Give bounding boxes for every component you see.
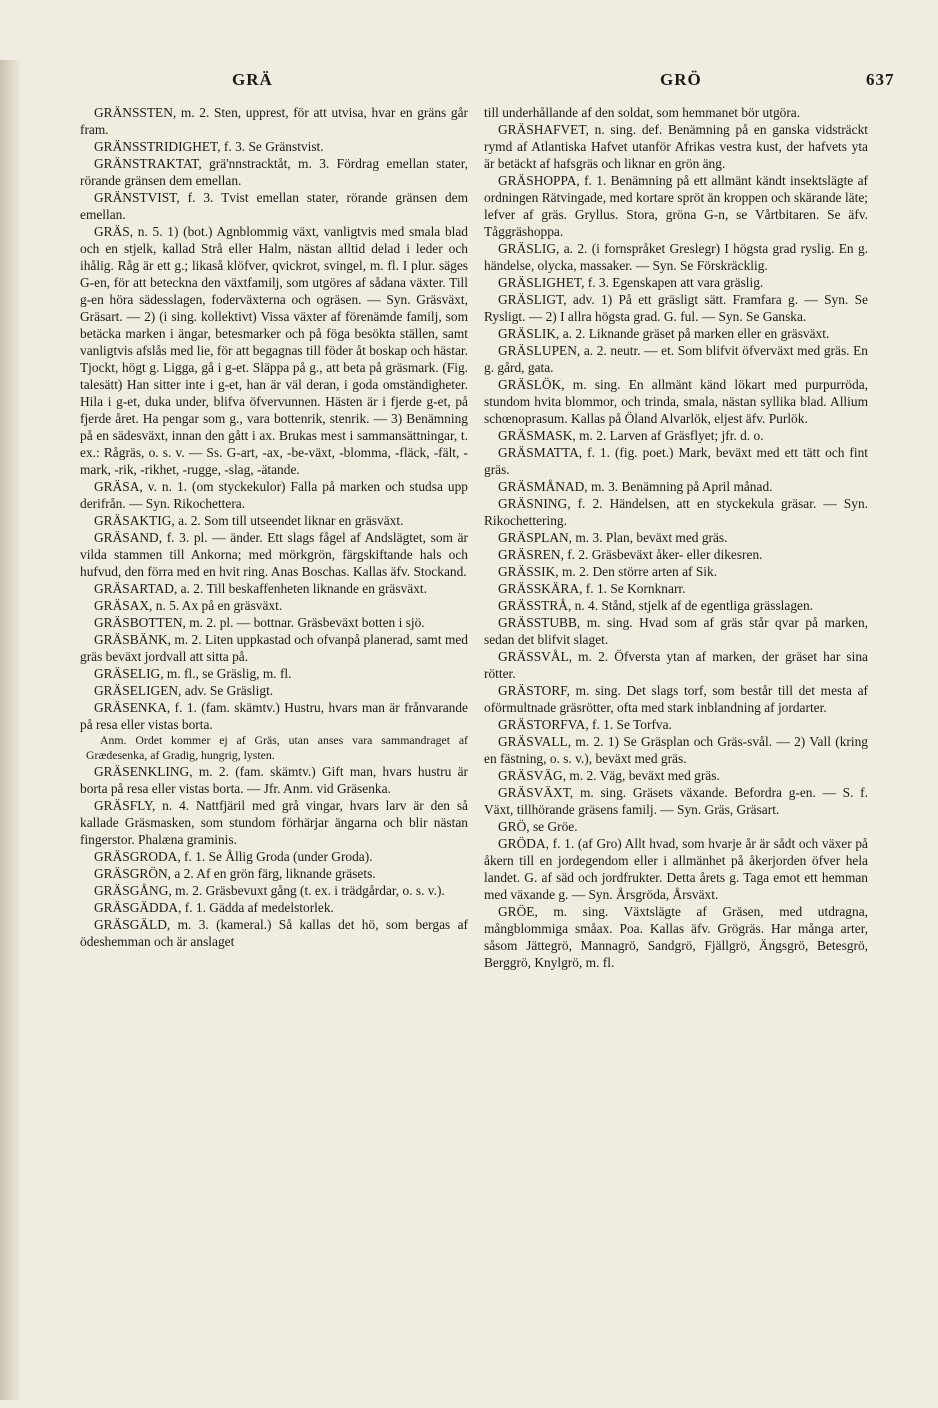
- dictionary-entry: GRÄSVÄXT, m. sing. Gräsets växande. Befordra g-en. — S. f. Växt, tillhörande gräsens familj. — Syn. Gräs, Gräsart.: [484, 785, 868, 817]
- left-column: [80, 104, 468, 950]
- dictionary-entry: GRÄSLIGT, adv. 1) På ett gräsligt sätt. Framfara g. — Syn. Se Rysligt. — 2) I allra högsta grad. G. ful. — Syn. Se Ganska.: [484, 292, 868, 324]
- dictionary-entry: GRÄSENKLING, m. 2. (fam. skämtv.) Gift man, hvars hustru är borta på resa eller vistas borta. — Jfr. Anm. vid Gräsenka.: [80, 764, 468, 796]
- dictionary-entry: GRÖDA, f. 1. (af Gro) Allt hvad, som hvarje år är sådt och växer på åkern till en jordegendom eller i allmänhet på åkerjorden öfver hela landet. G. af säd och jordfrukter. Detta årets g. Taga emot ett hemman med växande g. — Syn. Årsgröda, Årsväxt.: [484, 836, 868, 902]
- dictionary-entry: GRÄSMASK, m. 2. Larven af Gräsflyet; jfr. d. o.: [498, 428, 764, 443]
- dictionary-entry: GRÄSSVÅL, m. 2. Öfversta ytan af marken, der gräset har sina rötter.: [484, 649, 868, 681]
- dictionary-entry: GRÄSPLAN, m. 3. Plan, beväxt med gräs.: [498, 530, 728, 545]
- dictionary-entry: GRÄSGÅNG, m. 2. Gräsbevuxt gång (t. ex. i trädgårdar, o. s. v.).: [94, 883, 445, 898]
- dictionary-entry: GRÄSA, v. n. 1. (om styckekulor) Falla på marken och studsa upp derifrån. — Syn. Rikochettera.: [80, 479, 468, 511]
- dictionary-entry: GRÄSAX, n. 5. Ax på en gräsväxt.: [94, 598, 283, 613]
- running-header-left: GRÄ: [232, 70, 273, 89]
- dictionary-entry: GRÄSLUPEN, a. 2. neutr. — et. Som blifvit öfverväxt med gräs. En g. gård, gata.: [484, 343, 868, 375]
- dictionary-entry: GRÄSHOPPA, f. 1. Benämning på ett allmänt kändt insektslägte af ordningen Rätvingade, med kortare spröt än kroppen och skärande läte; lefver af gräs. Gryllus. Stora, gröna G-n, se Vårtbitaren. Se äfv. Tåggräshoppa.: [484, 173, 868, 239]
- dictionary-entry: GRÄSTORF, m. sing. Det slags torf, som består till det mesta af oförmultnade gräsrötter, ofta med stark inblandning af jordarter.: [484, 683, 868, 715]
- dictionary-entry: GRÄSTORFVA, f. 1. Se Torfva.: [498, 717, 672, 732]
- dictionary-entry: GRÄSGÄDDA, f. 1. Gädda af medelstorlek.: [94, 900, 334, 915]
- running-header-right: GRÖ: [660, 70, 702, 89]
- dictionary-entry: GRÄSELIG, m. fl., se Gräslig, m. fl.: [94, 666, 292, 681]
- dictionary-entry: GRÄSBÄNK, m. 2. Liten uppkastad och ofvanpå planerad, samt med gräs beväxt jordvall att sitta på.: [80, 632, 468, 664]
- dictionary-entry: GRÄSLIGHET, f. 3. Egenskapen att vara gräslig.: [498, 275, 764, 290]
- dictionary-entry: GRÄS, n. 5. 1) (bot.) Agnblommig växt, vanligtvis med smala blad och en stjelk, kallad Strå eller Halm, nästan alltid delad i leder och ihålig. Råg är ett g.; likaså klöfver, qvickrot, svingel, m. fl. I plur. säges G-en, för att beteckna den växtfamilj, som utgöres af sådana växter. Till g-en höra sädesslagen, foderväxterna och ogräsen. — Syn. Gräsväxt, Gräsart. — 2) (i sing. kollektivt) Vissa växter af förenämde familj, som betäcka marken i ängar, betesmarker och på föga besökta ställen, samt vanligtvis afslås med lie, för att begagnas till föder åt boskap och hästar. Tjockt, högt g. Ligga, gå i g-et. Släppa på g., att beta på gräsmark. (Fig. talesätt) Han sitter inte i g-et, han är väl deran, i goda omständigheter. Hila i g-et, duka under, blifva öfvervunnen. Hästen är i fjerde g-et, på fjerde året. Ha pengar som g., vara bottenrik, stenrik. — 3) Benämning på en sädesväxt, innan den gått i ax. Brukas mest i sammansättningar, t. ex.: Rågräs, o. s. v. — Ss. G-art, -ax, -be-växt, -blomma, -fläck, -fält, -mark, -rik, -rikhet, -rugge, -slag, -ätande.: [80, 224, 468, 477]
- dictionary-entry: GRÄNSSTEN, m. 2. Sten, upprest, för att utvisa, hvar en gräns går fram.: [80, 105, 468, 137]
- dictionary-entry: GRÄSMATTA, f. 1. (fig. poet.) Mark, beväxt med ett tätt och fint gräs.: [484, 445, 868, 477]
- dictionary-entry: GRÄSVALL, m. 2. 1) Se Gräsplan och Gräs-svål. — 2) Vall (kring en fästning, o. s. v.), beväxt med gräs.: [484, 734, 868, 766]
- dictionary-entry: GRÖE, m. sing. Växtslägte af Gräsen, med utdragna, mångblommiga småax. Poa. Kallas äfv. Grögräs. Har många arter, såsom Jättegrö, Mannagrö, Sandgrö, Fjällgrö, Ängsgrö, Betesgrö, Berggrö, Knylgrö, m. fl.: [484, 904, 868, 970]
- dictionary-entry: GRÄSSIK, m. 2. Den större arten af Sik.: [498, 564, 718, 579]
- dictionary-entry: GRÄNSTRAKTAT, grä'nnstracktåt, m. 3. Fördrag emellan stater, rörande gränsen dem emellan.: [80, 156, 468, 188]
- right-column: [484, 104, 868, 971]
- dictionary-entry: GRÄSBOTTEN, m. 2. pl. — bottnar. Gräsbeväxt botten i sjö.: [94, 615, 425, 630]
- dictionary-entry: GRÄNSSTRIDIGHET, f. 3. Se Gränstvist.: [94, 139, 324, 154]
- dictionary-entry: GRÄSAKTIG, a. 2. Som till utseendet liknar en gräsväxt.: [94, 513, 404, 528]
- dictionary-entry: GRÄSARTAD, a. 2. Till beskaffenheten liknande en gräsväxt.: [94, 581, 427, 596]
- page-number: 637: [866, 70, 895, 89]
- dictionary-entry: GRÄSHAFVET, n. sing. def. Benämning på en ganska vidsträckt rymd af Atlantiska Hafvet utanför Afrikas vestra kust, der hafvets yta är betäckt af hafsgräs och liknar en grön äng.: [484, 122, 868, 171]
- dictionary-entry-continued: till underhållande af den soldat, som hemmanet bör utgöra.: [484, 105, 801, 120]
- dictionary-entry: GRÄSGRODA, f. 1. Se Ållig Groda (under Groda).: [94, 849, 373, 864]
- usage-note: Anm. Ordet kommer ej af Gräs, utan anses vara sammandraget af Grædesenka, af Gradig, hungrig, lysten.: [86, 733, 468, 762]
- dictionary-entry: GRÄSFLY, n. 4. Nattfjäril med grå vingar, hvars larv är den så kallade Gräsmasken, som stundom förhärjar ängarna och blir nästan fingerstor. Phalæna graminis.: [80, 798, 468, 847]
- dictionary-entry: GRÄNSTVIST, f. 3. Tvist emellan stater, rörande gränsen dem emellan.: [80, 190, 468, 222]
- dictionary-entry: GRÄSAND, f. 3. pl. — änder. Ett slags fågel af Andslägtet, som är vilda stammen till Ankorna; med mörkgrön, färgskiftande hals och hufvud, den förra med en hvit ring. Anas Boschas. Kallas äfv. Stockand.: [80, 530, 468, 579]
- dictionary-entry: GRÄSLIG, a. 2. (i fornspråket Greslegr) I högsta grad ryslig. En g. händelse, olycka, massaker. — Syn. Se Förskräcklig.: [484, 241, 868, 273]
- dictionary-entry: GRÄSSTRÅ, n. 4. Stånd, stjelk af de egentliga grässlagen.: [498, 598, 814, 613]
- dictionary-entry: GRÄSGÄLD, m. 3. (kameral.) Så kallas det hö, som bergas af ödeshemman och är anslaget: [80, 917, 468, 949]
- dictionary-entry: GRÄSREN, f. 2. Gräsbeväxt åker- eller dikesren.: [498, 547, 763, 562]
- dictionary-entry: GRÄSVÄG, m. 2. Väg, beväxt med gräs.: [498, 768, 720, 783]
- dictionary-entry: GRÄSGRÖN, a 2. Af en grön färg, liknande gräsets.: [94, 866, 376, 881]
- dictionary-entry: GRÄSNING, f. 2. Händelsen, att en styckekula gräsar. — Syn. Rikochettering.: [484, 496, 868, 528]
- dictionary-entry: GRÄSLÖK, m. sing. En allmänt känd lökart med purpurröda, stundom hvita blommor, och trinda, smala, nästan syllika blad. Allium schœnoprasum. Kallas på Öland Alvarlök, eljest äfv. Purlök.: [484, 377, 868, 426]
- page-edge-shadow: [0, 60, 22, 1400]
- dictionary-entry: GRÄSELIGEN, adv. Se Gräsligt.: [94, 683, 274, 698]
- dictionary-entry: GRÄSLIK, a. 2. Liknande gräset på marken eller en gräsväxt.: [498, 326, 830, 341]
- dictionary-entry: GRÄSSKÄRA, f. 1. Se Kornknarr.: [498, 581, 686, 596]
- dictionary-entry: GRÄSENKA, f. 1. (fam. skämtv.) Hustru, hvars man är frånvarande på resa eller vistas borta.: [80, 700, 468, 732]
- dictionary-entry: GRÄSMÅNAD, m. 3. Benämning på April månad.: [498, 479, 773, 494]
- dictionary-entry: GRÖ, se Gröe.: [498, 819, 578, 834]
- dictionary-entry: GRÄSSTUBB, m. sing. Hvad som af gräs står qvar på marken, sedan det blifvit slaget.: [484, 615, 868, 647]
